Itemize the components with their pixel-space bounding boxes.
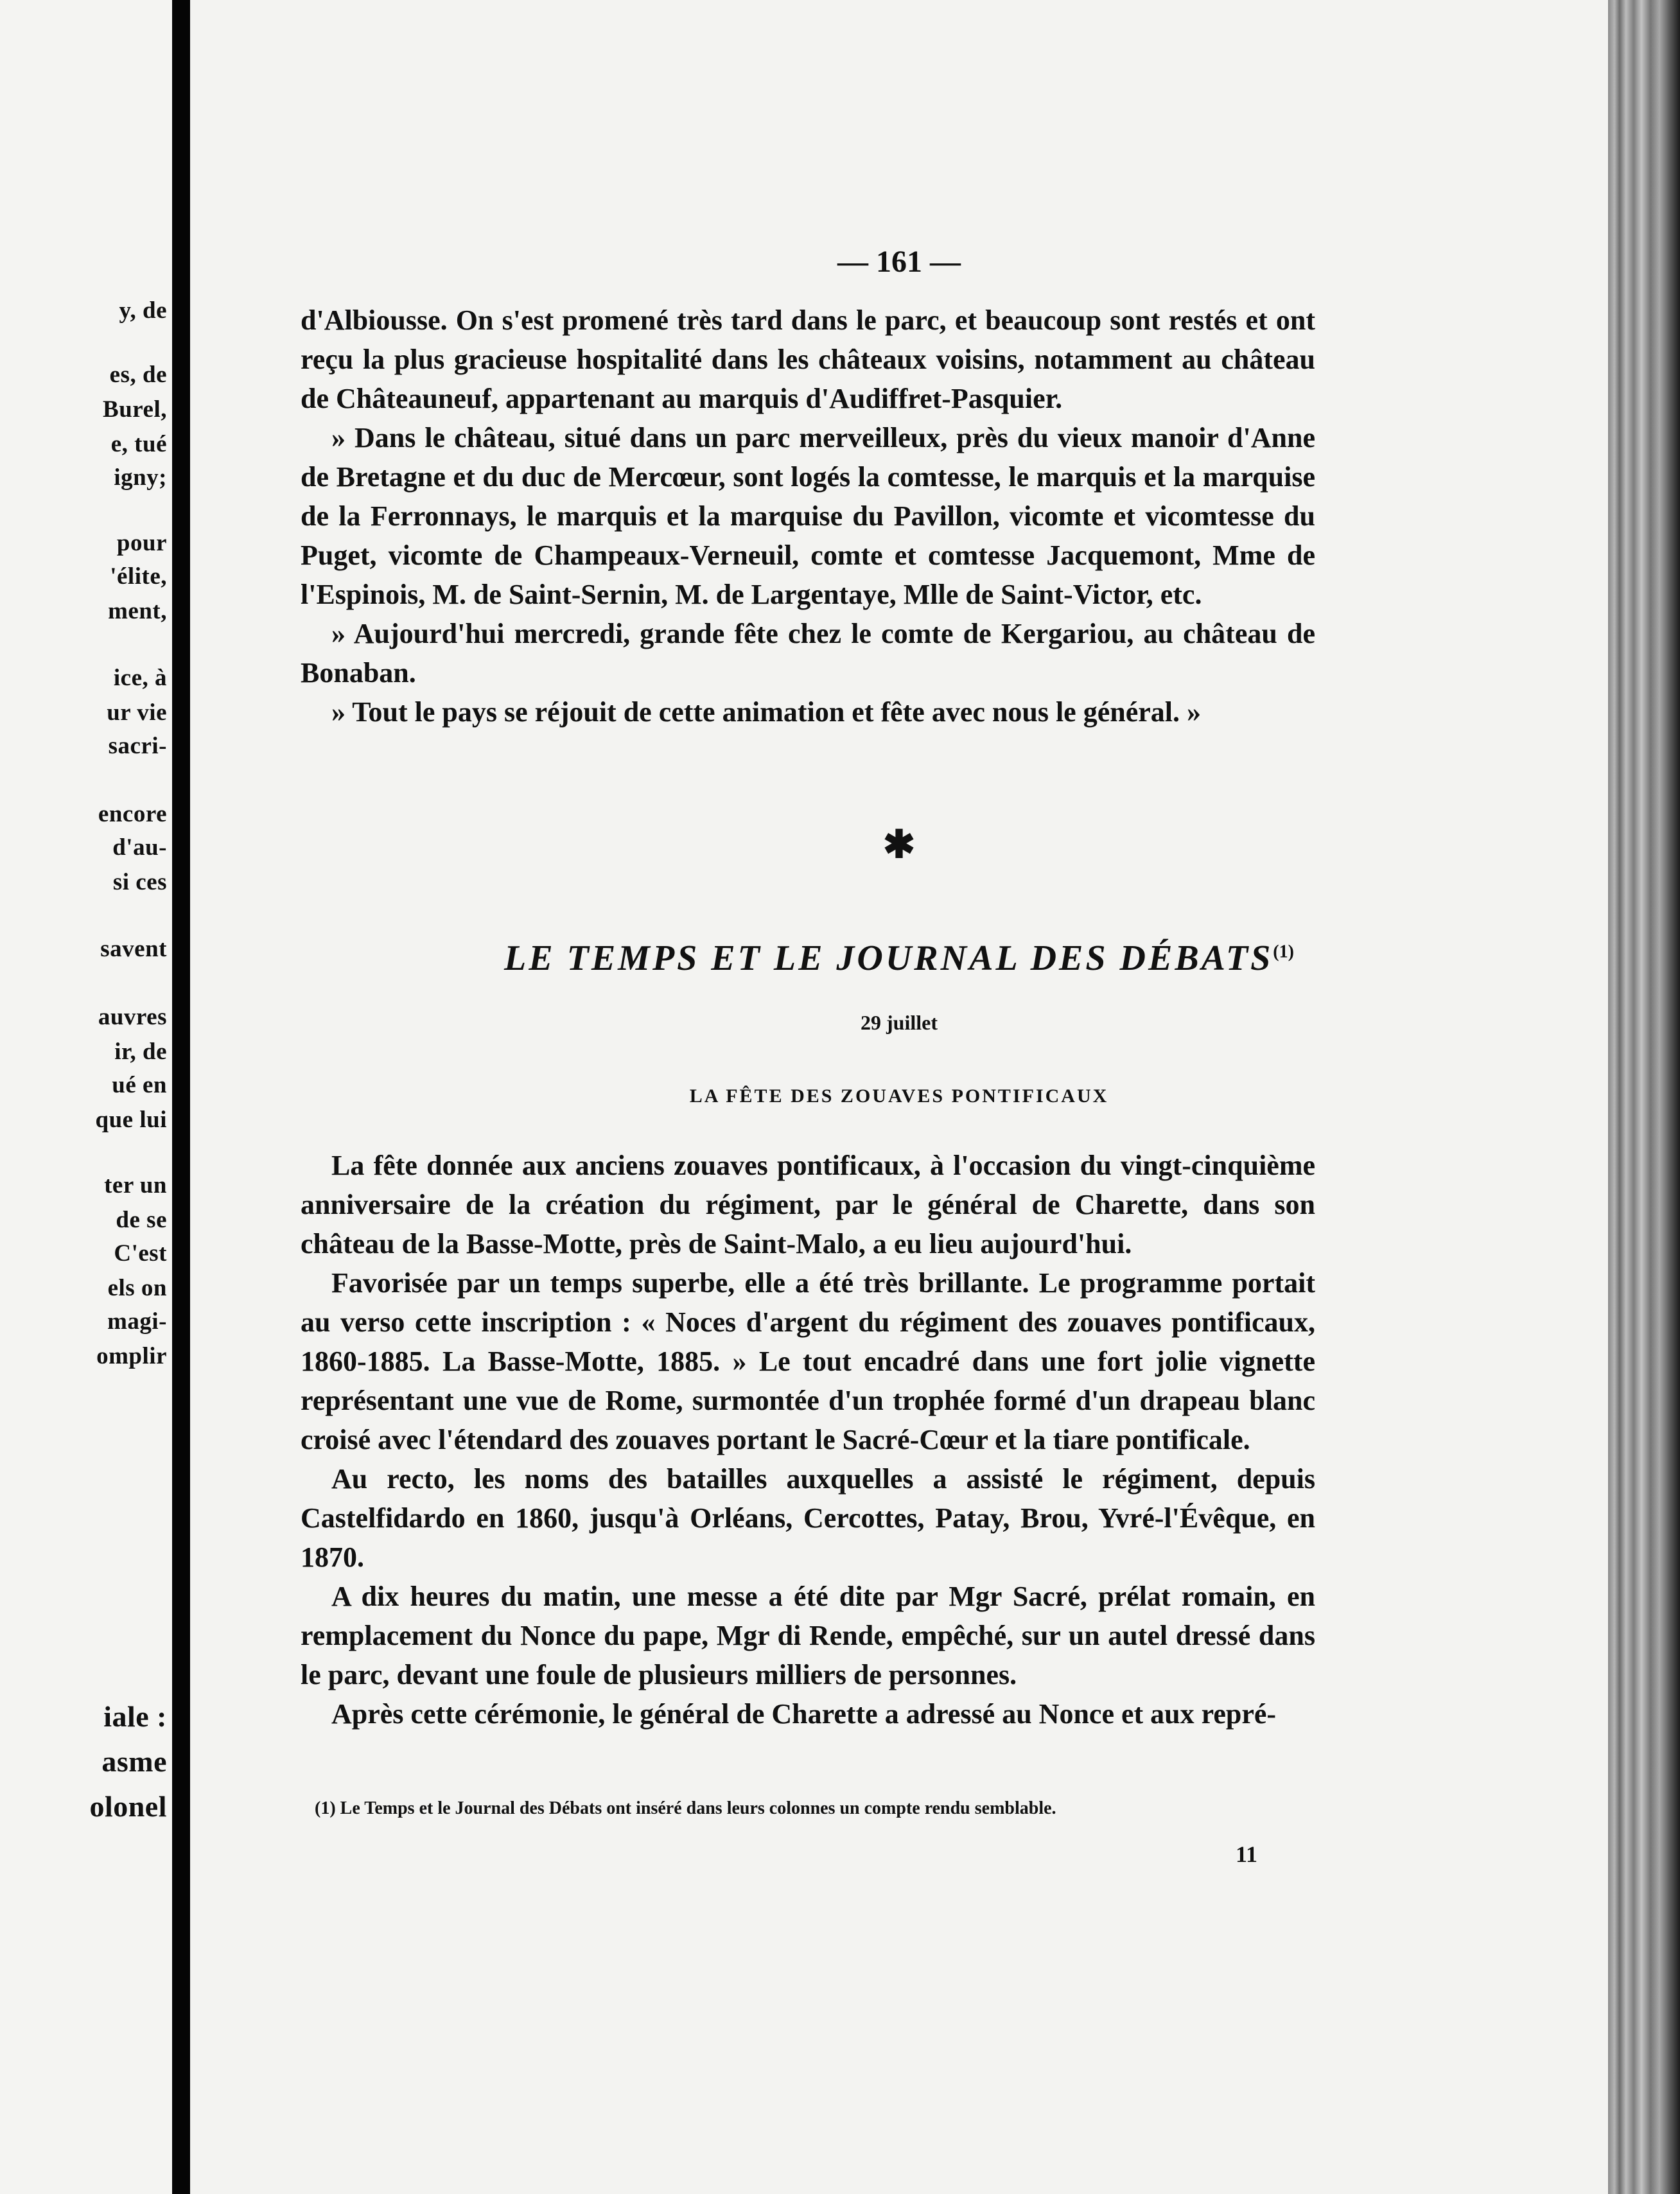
left-page-line: pour xyxy=(116,530,167,556)
section-title xyxy=(190,938,1608,979)
left-page-line: ice, à xyxy=(113,665,167,691)
paragraph: Au recto, les noms des batailles auxquelles a assisté le régiment, depuis Castelfidardo en 1860, jusqu'à Orléans, Cercottes, Patay, Brou, Yvré-l'Évêque, en 1870. xyxy=(301,1463,1315,1573)
left-page-line: Burel, xyxy=(103,396,167,423)
left-page-line: igny; xyxy=(114,464,167,491)
left-page-line: ué en xyxy=(112,1072,167,1098)
asterism-separator: ✱ xyxy=(882,823,916,866)
paragraph: » Aujourd'hui mercredi, grande fête chez le comte de Kergariou, au château de Bonaban. xyxy=(301,618,1315,689)
left-page-line: iale : xyxy=(103,1700,167,1733)
paragraph: Après cette cérémonie, le général de Charette a adressé au Nonce et aux repré- xyxy=(331,1698,1277,1730)
left-page-line: ter un xyxy=(104,1172,167,1198)
left-page-line: es, de xyxy=(109,362,167,388)
paragraph: d'Albiousse. On s'est promené très tard dans le parc, et beaucoup sont restés et ont reçu la plus gracieuse hospitalité dans les châteaux voisins, notamment au château de Châteauneuf, appartenant au marquis d'Audiffret-Pasquier. xyxy=(301,304,1315,414)
left-page-line: d'au- xyxy=(112,834,167,861)
dateline: 29 juillet xyxy=(861,1011,938,1034)
paragraph: » Tout le pays se réjouit de cette animation et fête avec nous le général. » xyxy=(331,696,1201,728)
paragraph: Favorisée par un temps superbe, elle a été très brillante. Le programme portait au verso cette inscription : « Noces d'argent du régiment des zouaves pontificaux, 1860-1885. La Basse-Motte, 1885. » Le tout encadré dans une fort jolie vignette représentant une vue de Rome, surmontée d'un trophée formé d'un drapeau blanc croisé avec l'étendard des zouaves portant le Sacré-Cœur et la tiare pontificale. xyxy=(301,1267,1315,1455)
previous-page-fragment xyxy=(0,0,172,2194)
book-spine-shadow xyxy=(172,0,190,2194)
left-page-line: omplir xyxy=(96,1343,167,1369)
left-page-line: ment, xyxy=(108,598,167,624)
article-subheading: LA FÊTE DES ZOUAVES PONTIFICAUX xyxy=(689,1085,1109,1107)
left-page-line: que lui xyxy=(95,1107,167,1133)
left-page-line: de se xyxy=(116,1207,167,1233)
left-page-line: 'élite, xyxy=(110,563,167,590)
left-page-line: y, de xyxy=(119,297,167,324)
left-page-line: e, tué xyxy=(110,431,167,457)
section-title-text: LE TEMPS ET LE JOURNAL DES DÉBATS xyxy=(504,938,1273,978)
book-page xyxy=(190,0,1608,2194)
left-page-line: C'est xyxy=(114,1240,167,1267)
left-page-line: savent xyxy=(100,936,167,962)
left-page-line: magi- xyxy=(107,1308,167,1335)
top-text-block xyxy=(301,301,1315,732)
left-page-line: ur vie xyxy=(107,699,167,726)
page-edges xyxy=(1608,0,1680,2194)
paragraph: » Dans le château, situé dans un parc merveilleux, près du vieux manoir d'Anne de Bretagne et du duc de Mercœur, sont logés la comtesse, le marquis et la marquise de la Ferronnays, le marquis et la marquise du Pavillon, vicomte et vicomtesse du Puget, vicomte de Champeaux-Verneuil, comte et comtesse Jacquemont, Mme de l'Espinois, M. de Saint-Sernin, M. de Largentaye, Mlle de Saint-Victor, etc. xyxy=(301,422,1315,610)
left-page-line: ir, de xyxy=(114,1039,167,1065)
article-text-block xyxy=(301,1146,1315,1733)
footnote: (1) Le Temps et le Journal des Débats ont inséré dans leurs colonnes un compte rendu semblable. xyxy=(315,1798,1056,1818)
paragraph: A dix heures du matin, une messe a été dite par Mgr Sacré, prélat romain, en remplacement du Nonce du pape, Mgr di Rende, empêché, sur un autel dressé dans le parc, devant une foule de plusieurs milliers de personnes. xyxy=(301,1581,1315,1690)
left-page-line: els on xyxy=(107,1275,167,1301)
signature-mark: 11 xyxy=(1236,1841,1258,1867)
left-page-line: olonel xyxy=(89,1790,167,1823)
page-number: — 161 — xyxy=(837,245,961,279)
left-page-line: encore xyxy=(98,801,167,827)
left-page-line: auvres xyxy=(98,1004,167,1030)
left-page-line: asme xyxy=(101,1745,167,1778)
left-page-line: si ces xyxy=(112,869,167,895)
paragraph: La fête donnée aux anciens zouaves pontificaux, à l'occasion du vingt-cinquième anniversaire de la création du régiment, par le général de Charette, dans son château de la Basse-Motte, près de Saint-Malo, a eu lieu aujourd'hui. xyxy=(301,1150,1315,1259)
left-page-line: sacri- xyxy=(108,733,167,759)
footnote-marker: (1) xyxy=(1273,942,1294,962)
